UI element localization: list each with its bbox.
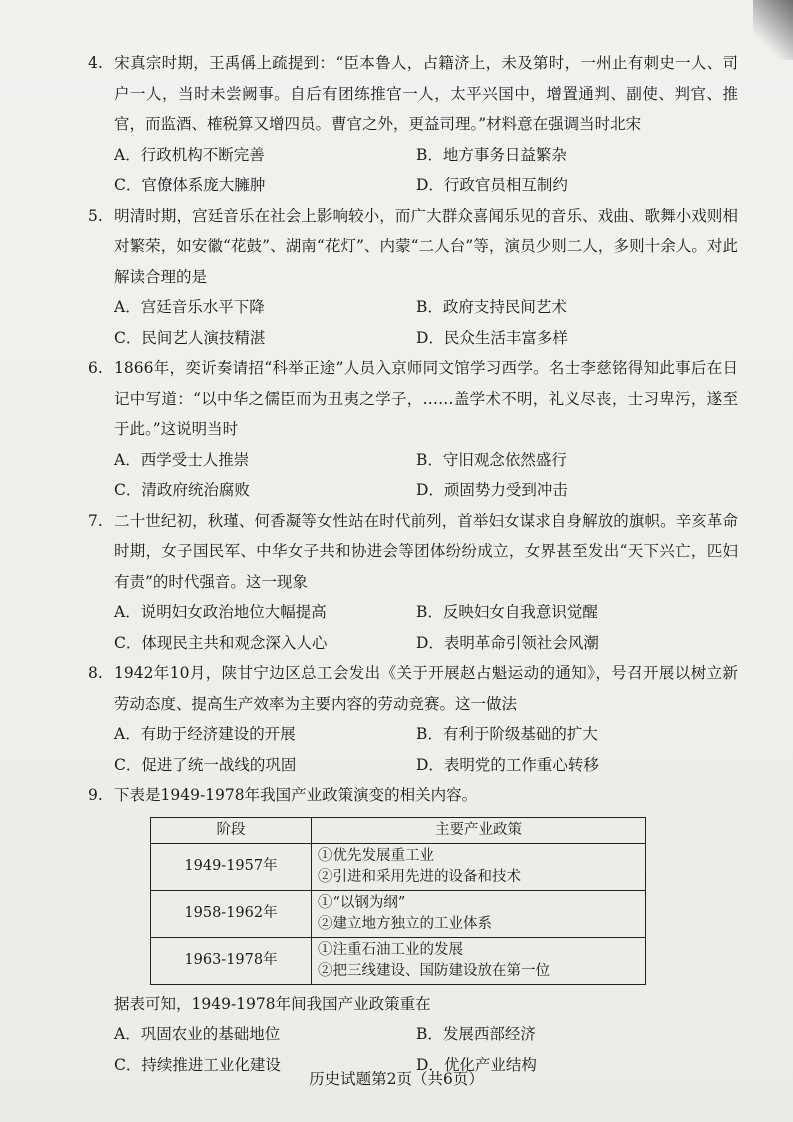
question-stem: 二十世纪初，秋瑾、何香凝等女性站在时代前列，首举妇女谋求自身解放的旗帜。辛亥革命时期，女子国民军、中华女子共和协进会等团体纷纷成立，女界甚至发出“天下兴亡，匹妇有责”的时代强音。这一现象 [114, 511, 738, 591]
option-d: D．民众生活丰富多样 [416, 328, 568, 347]
question-number: 9. [88, 786, 103, 804]
table-row [151, 937, 646, 984]
table-followup-text: 据表可知，1949-1978年间我国产业政策重在 [114, 994, 431, 1013]
policy-item: ①“以钢为纲” [318, 894, 406, 911]
policy-item: ①注重石油工业的发展 [318, 941, 463, 958]
question-4 [88, 48, 738, 201]
policy-item: ②建立地方独立的工业体系 [318, 915, 492, 932]
question-5 [88, 201, 738, 354]
period-cell: 1963-1978年 [151, 937, 312, 984]
period-cell: 1958-1962年 [151, 890, 312, 937]
option-c: C．民间艺人演技精湛 [114, 328, 266, 347]
period-cell: 1949-1957年 [151, 843, 312, 890]
option-a: A．西学受士人推崇 [114, 450, 250, 469]
policy-table [150, 817, 646, 985]
option-a: A．行政机构不断完善 [114, 145, 265, 164]
option-b: B．发展西部经济 [416, 1025, 536, 1043]
option-a: A．有助于经济建设的开展 [114, 725, 296, 743]
option-c: C．清政府统治腐败 [114, 481, 250, 499]
questions-content [88, 48, 738, 1080]
question-number: 5. [88, 206, 103, 225]
option-d: D．表明党的工作重心转移 [416, 755, 599, 774]
question-stem: 明清时期，宫廷音乐在社会上影响较小，而广大群众喜闻乐见的音乐、戏曲、歌舞小戏则相对繁荣，如安徽“花鼓”、湖南“花灯”、内蒙“二人台”等，演员少则二人，多则十余人。对此解读合理的是 [114, 206, 738, 286]
header-period: 阶段 [151, 817, 312, 843]
question-number: 7. [88, 511, 103, 530]
page-footer: 历史试题第2页（共6页） [309, 1070, 484, 1088]
option-b: B．政府支持民间艺术 [416, 298, 567, 316]
policy-item: ②引进和采用先进的设备和技术 [318, 868, 521, 885]
policies-cell [312, 937, 646, 984]
question-8 [88, 658, 738, 780]
question-stem: 宋真宗时期，王禹偁上疏提到：“臣本鲁人，占籍济上，未及第时，一州止有刺史一人、司户一人，当时未尝阙事。自后有团练推官一人，太平兴国中，增置通判、副使、判官、推官，而监酒、榷税算又增四员。曹官之外，更益司理。”材料意在强调当时北宋 [114, 54, 738, 133]
option-d: D．优化产业结构 [416, 1055, 537, 1074]
policy-table-wrap [150, 817, 738, 985]
question-stem: 1942年10月，陕甘宁边区总工会发出《关于开展赵占魁运动的通知》，号召开展以树立新劳动态度、提高生产效率为主要内容的劳动竞赛。这一做法 [114, 664, 738, 713]
option-a: A．说明妇女政治地位大幅提高 [114, 603, 327, 621]
options [88, 597, 738, 658]
header-policies: 主要产业政策 [312, 817, 646, 843]
question-7 [88, 506, 738, 659]
option-d: D．表明革命引领社会风潮 [416, 633, 599, 652]
option-c: C．持续推进工业化建设 [114, 1055, 281, 1074]
option-d: D．行政官员相互制约 [416, 176, 568, 194]
question-6 [88, 353, 738, 506]
question-9 [88, 780, 738, 1080]
options [88, 140, 738, 201]
policies-cell [312, 843, 646, 890]
table-row [151, 843, 646, 890]
option-c: C．体现民主共和观念深入人心 [114, 633, 328, 652]
question-stem: 下表是1949-1978年我国产业政策演变的相关内容。 [114, 786, 478, 804]
option-b: B．守旧观念依然盛行 [416, 450, 567, 469]
options [88, 719, 738, 780]
policy-item: ②把三线建设、国防建设放在第一位 [318, 962, 550, 979]
question-number: 4. [88, 54, 103, 72]
option-a: A．巩固农业的基础地位 [114, 1025, 281, 1043]
scan-corner-shadow [753, 0, 793, 60]
option-b: B．反映妇女自我意识觉醒 [416, 603, 598, 621]
policy-item: ①优先发展重工业 [318, 847, 434, 864]
options [88, 445, 738, 506]
options [88, 292, 738, 353]
option-b: B．地方事务日益繁杂 [416, 145, 567, 164]
question-number: 8. [88, 664, 103, 682]
option-c: C．官僚体系庞大臃肿 [114, 176, 266, 194]
question-stem: 1866年，奕䜣奏请招“科举正途”人员入京师同文馆学习西学。名士李慈铭得知此事后在日记中写道：“以中华之儒臣而为丑夷之学子，……盖学术不明，礼义尽丧，士习卑污，遂至于此。”这说明当时 [114, 359, 738, 438]
policies-cell [312, 890, 646, 937]
table-row [151, 890, 646, 937]
option-b: B．有利于阶级基础的扩大 [416, 725, 598, 743]
option-c: C．促进了统一战线的巩固 [114, 755, 297, 774]
option-d: D．顽固势力受到冲击 [416, 481, 568, 499]
option-a: A．宫廷音乐水平下降 [114, 298, 265, 316]
question-number: 6. [88, 359, 103, 377]
table-header-row [151, 817, 646, 843]
